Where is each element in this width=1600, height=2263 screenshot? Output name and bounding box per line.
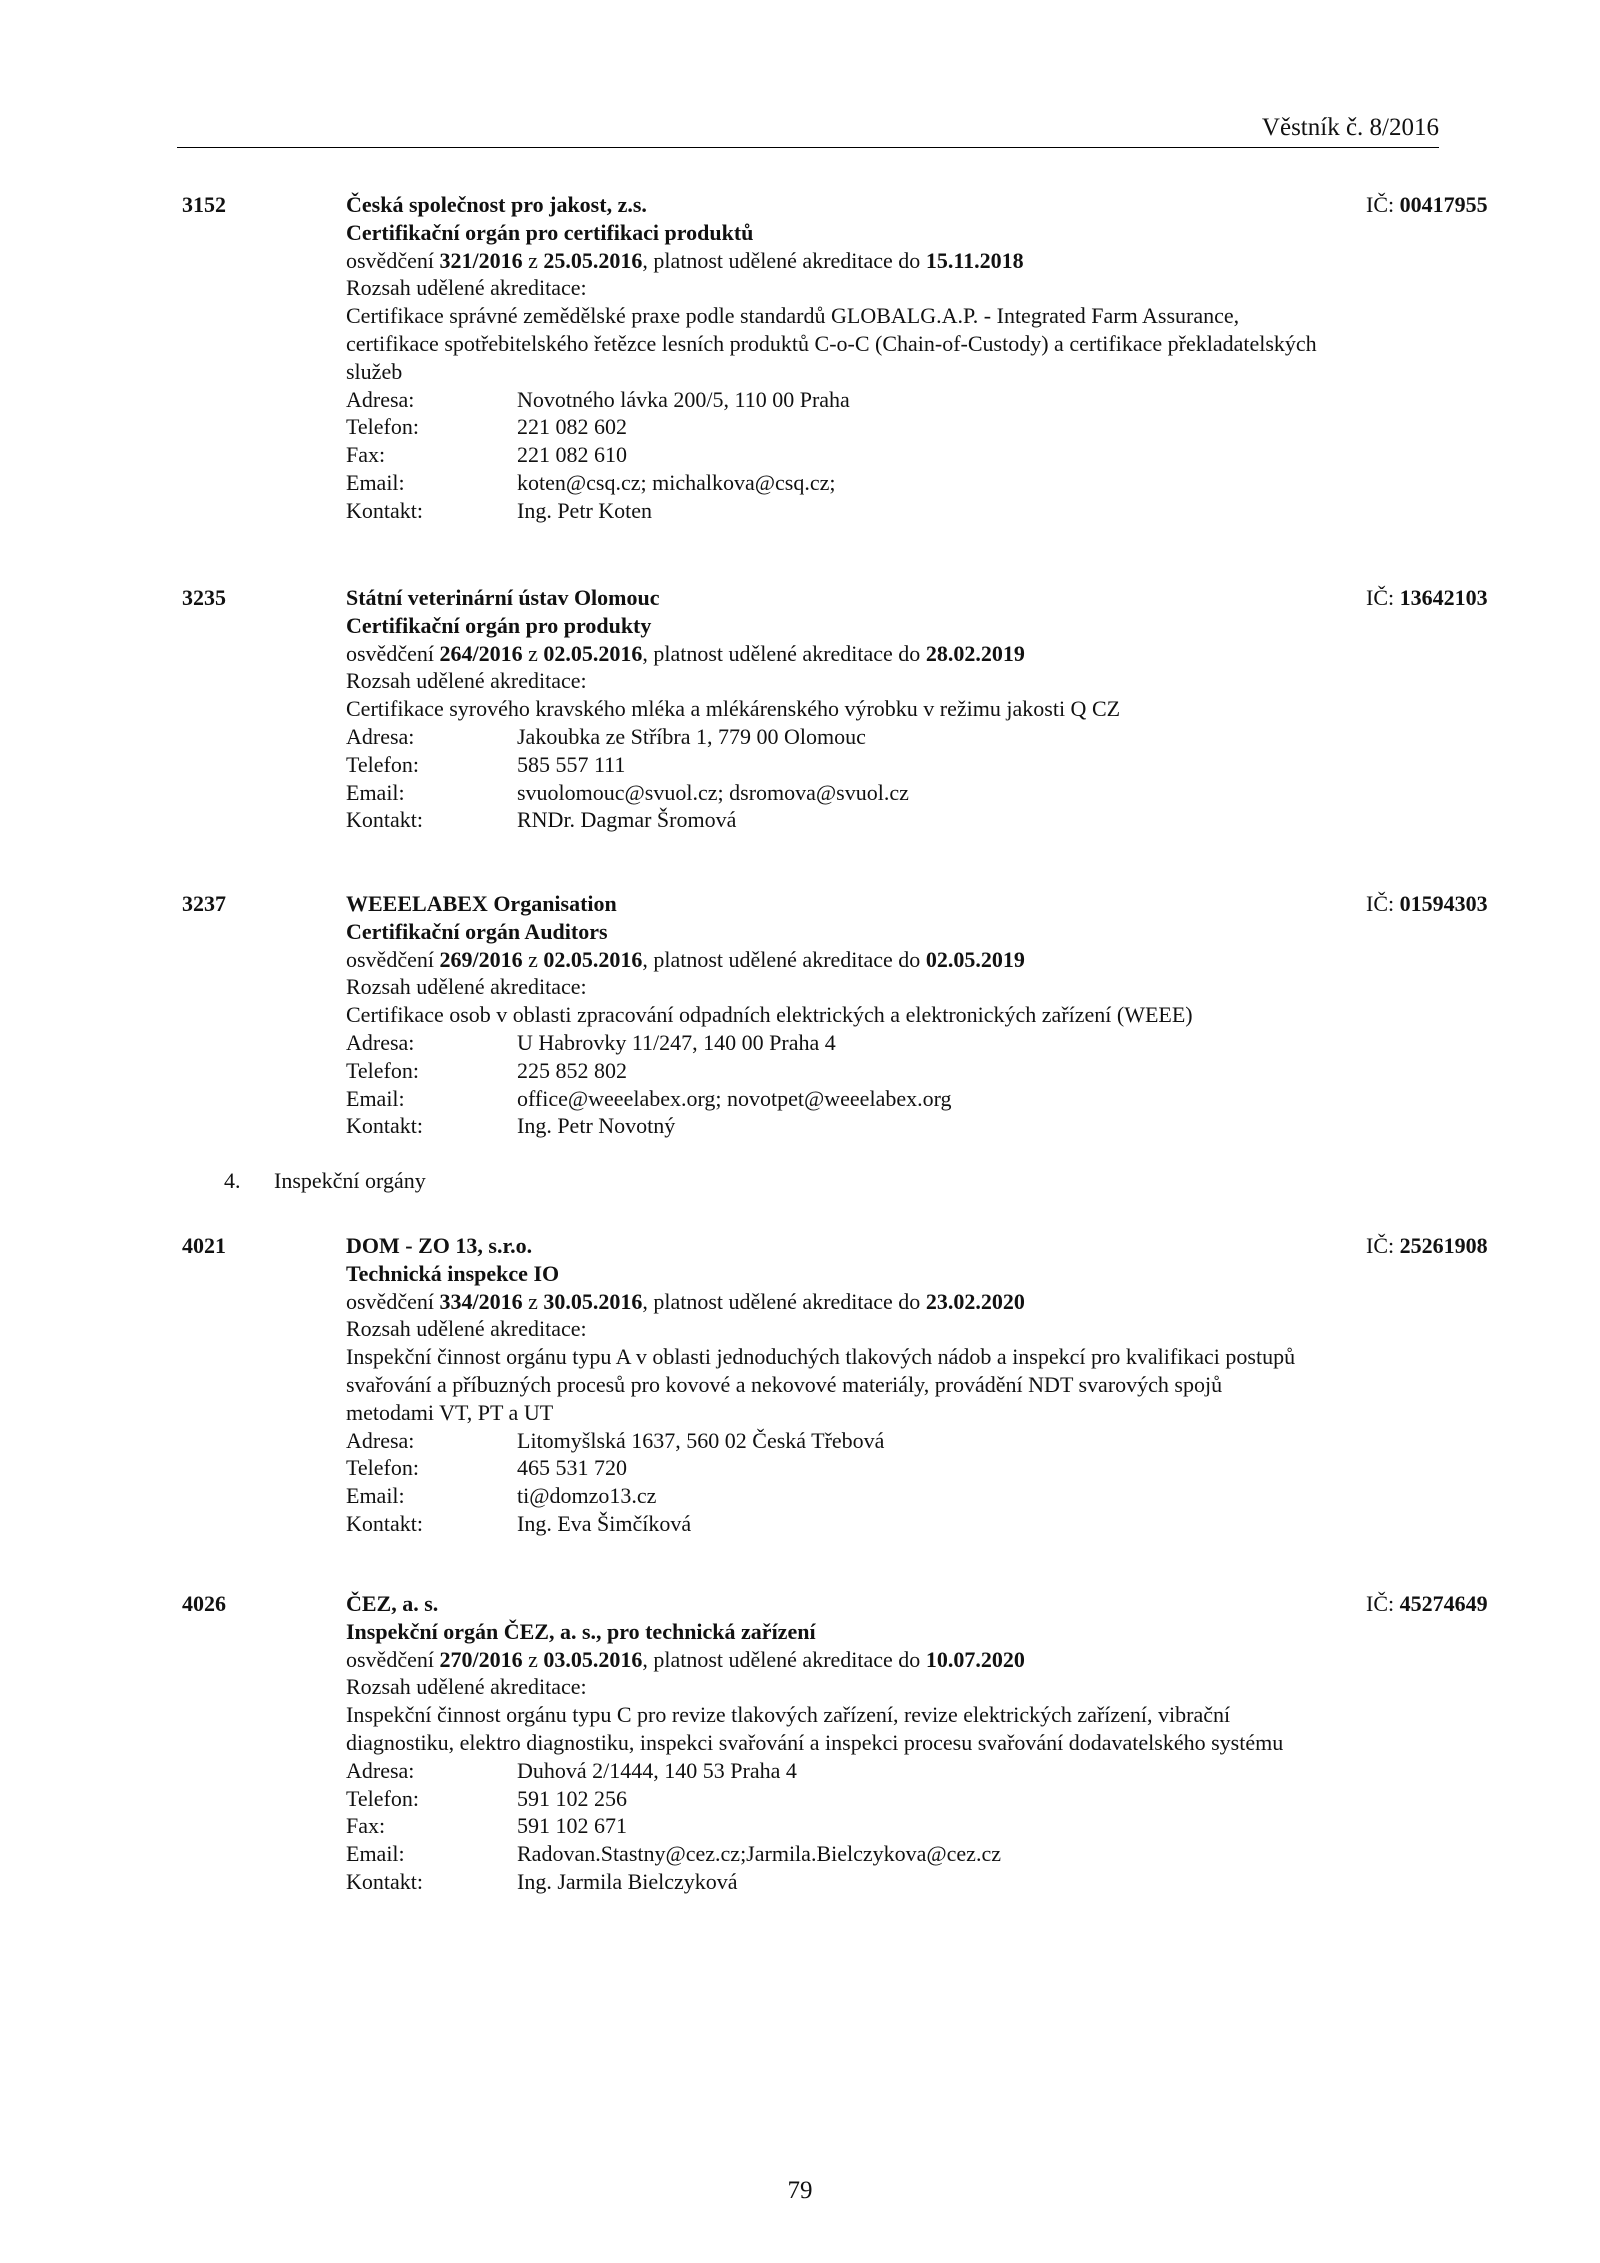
contact-value: Novotného lávka 200/5, 110 00 Praha: [517, 386, 850, 412]
certificate-prefix: osvědčení: [346, 1646, 440, 1672]
contact-row: [346, 1840, 1446, 1868]
contact-label: Kontakt:: [346, 807, 423, 833]
certificate-line: [346, 640, 1446, 668]
section-heading: [224, 1167, 426, 1195]
contact-row: [346, 1427, 1446, 1455]
contact-label: Telefon:: [346, 1455, 419, 1481]
contact-value: Litomyšlská 1637, 560 02 Česká Třebová: [517, 1427, 885, 1453]
contact-label: Adresa:: [346, 1427, 415, 1453]
contact-value: U Habrovky 11/247, 140 00 Praha 4: [517, 1029, 836, 1055]
contact-value: ti@domzo13.cz: [517, 1483, 657, 1509]
ic-label: IČ:: [1366, 891, 1400, 916]
validity-date: 02.05.2019: [925, 946, 1025, 972]
validity-date: 28.02.2019: [925, 640, 1025, 666]
contact-label: Email:: [346, 469, 405, 495]
contact-label: Kontakt:: [346, 1113, 423, 1139]
scope-label: Rozsah udělené akreditace:: [346, 668, 587, 694]
contact-label: Email:: [346, 1841, 405, 1867]
contact-label: Telefon:: [346, 1785, 419, 1811]
contact-row: [346, 413, 1446, 441]
contact-label: Fax:: [346, 442, 386, 468]
certificate-date: 30.05.2016: [543, 1288, 643, 1314]
contact-value: svuolomouc@svuol.cz; dsromova@svuol.cz: [517, 779, 909, 805]
contact-value: koten@csq.cz; michalkova@csq.cz;: [517, 469, 836, 495]
entry-number: 3152: [182, 192, 226, 217]
contact-label: Telefon:: [346, 1057, 419, 1083]
contact-value: 465 531 720: [517, 1455, 627, 1481]
contact-label: Adresa:: [346, 1029, 415, 1055]
entry-body: [346, 890, 1488, 1140]
certificate-z: z: [522, 1646, 544, 1672]
contact-label: Email:: [346, 1483, 405, 1509]
ic-value: 25261908: [1399, 1233, 1488, 1258]
validity-text: , platnost udělené akreditace do: [642, 1288, 926, 1314]
contact-row: [346, 779, 1446, 807]
certificate-line: [346, 1288, 1446, 1316]
certificate-number: 264/2016: [439, 640, 523, 666]
certificate-z: z: [522, 946, 544, 972]
entry-body: [346, 1590, 1488, 1896]
certificate-date: 03.05.2016: [543, 1646, 643, 1672]
contact-value: 221 082 610: [517, 442, 627, 468]
contact-label: Fax:: [346, 1813, 386, 1839]
contact-row: [346, 1785, 1446, 1813]
organization-name: ČEZ, a. s.: [346, 1591, 439, 1616]
contact-value: 585 557 111: [517, 751, 626, 777]
contact-row: [346, 1868, 1446, 1896]
certificate-line: [346, 946, 1446, 974]
ic-label: IČ:: [1366, 1233, 1400, 1258]
contact-value: RNDr. Dagmar Šromová: [517, 807, 737, 833]
certificate-prefix: osvědčení: [346, 946, 440, 972]
certificate-prefix: osvědčení: [346, 247, 440, 273]
ic-value: 45274649: [1399, 1591, 1488, 1616]
bulletin-title: Věstník č. 8/2016: [1261, 114, 1439, 141]
certificate-date: 02.05.2016: [543, 640, 643, 666]
ic-label: IČ:: [1366, 192, 1400, 217]
contact-row: [346, 1454, 1446, 1482]
contact-value: Jakoubka ze Stříbra 1, 779 00 Olomouc: [517, 723, 866, 749]
certificate-date: 02.05.2016: [543, 946, 643, 972]
validity-date: 15.11.2018: [925, 247, 1024, 273]
validity-text: , platnost udělené akreditace do: [642, 640, 926, 666]
scope-text: Inspekční činnost orgánu typu A v oblasti jednoduchých tlakových nádob a inspekcí pro kvalifikaci postupů: [346, 1344, 1296, 1370]
scope-text: služeb: [346, 358, 403, 384]
contact-row: [346, 1812, 1446, 1840]
contact-value: Ing. Jarmila Bielczyková: [517, 1868, 738, 1894]
certificate-date: 25.05.2016: [543, 247, 643, 273]
organization-name: Státní veterinární ústav Olomouc: [346, 585, 660, 610]
contact-label: Kontakt:: [346, 1510, 423, 1536]
certificate-number: 334/2016: [439, 1288, 523, 1314]
certificate-z: z: [522, 1288, 544, 1314]
contact-row: [346, 1482, 1446, 1510]
scope-text: Certifikace správné zemědělské praxe podle standardů GLOBALG.A.P. - Integrated Farm Assurance,: [346, 303, 1240, 329]
contact-row: [346, 806, 1446, 834]
entry-number: 3237: [182, 891, 226, 916]
contact-row: [346, 441, 1446, 469]
ic-number: [1366, 890, 1488, 917]
contact-row: [346, 386, 1446, 414]
contact-row: [346, 469, 1446, 497]
certificate-prefix: osvědčení: [346, 1288, 440, 1314]
ic-label: IČ:: [1366, 1591, 1400, 1616]
contact-value: Ing. Eva Šimčíková: [517, 1510, 692, 1536]
ic-value: 01594303: [1399, 891, 1488, 916]
ic-value: 00417955: [1399, 192, 1488, 217]
section-title: Inspekční orgány: [274, 1168, 426, 1193]
entry-body: [346, 584, 1488, 834]
certificate-line: [346, 247, 1446, 275]
contact-label: Adresa:: [346, 386, 415, 412]
contact-value: 221 082 602: [517, 414, 627, 440]
entry-number: 4026: [182, 1591, 226, 1616]
ic-value: 13642103: [1399, 585, 1488, 610]
certificate-z: z: [522, 247, 544, 273]
contact-row: [346, 497, 1446, 525]
certification-body-name: Inspekční orgán ČEZ, a. s., pro technická zařízení: [346, 1618, 816, 1644]
contact-row: [346, 1085, 1446, 1113]
contact-label: Adresa:: [346, 1757, 415, 1783]
contact-row: [346, 1057, 1446, 1085]
ic-label: IČ:: [1366, 585, 1400, 610]
contact-label: Telefon:: [346, 751, 419, 777]
scope-text: Certifikace syrového kravského mléka a mlékárenského výrobku v režimu jakosti Q CZ: [346, 696, 1121, 722]
validity-text: , platnost udělené akreditace do: [642, 1646, 926, 1672]
certificate-number: 321/2016: [439, 247, 523, 273]
organization-name: WEEELABEX Organisation: [346, 891, 617, 916]
contact-value: Duhová 2/1444, 140 53 Praha 4: [517, 1757, 797, 1783]
contact-label: Kontakt:: [346, 1868, 423, 1894]
organization-name: DOM - ZO 13, s.r.o.: [346, 1233, 533, 1258]
contact-value: 225 852 802: [517, 1057, 627, 1083]
entry-number: 3235: [182, 585, 226, 610]
contact-row: [346, 1029, 1446, 1057]
ic-number: [1366, 1590, 1488, 1617]
scope-label: Rozsah udělené akreditace:: [346, 1674, 587, 1700]
certification-body-name: Technická inspekce IO: [346, 1260, 560, 1286]
contact-value: office@weeelabex.org; novotpet@weeelabex.org: [517, 1085, 952, 1111]
certificate-line: [346, 1646, 1446, 1674]
certification-body-name: Certifikační orgán Auditors: [346, 918, 608, 944]
contact-label: Email:: [346, 779, 405, 805]
scope-text: certifikace spotřebitelského řetězce lesních produktů C-o-C (Chain-of-Custody) a certifikace překladatelských: [346, 330, 1317, 356]
scope-text: Inspekční činnost orgánu typu C pro revize tlakových zařízení, revize elektrických zařízení, vibrační: [346, 1702, 1231, 1728]
validity-text: , platnost udělené akreditace do: [642, 247, 926, 273]
page-number: 79: [787, 2177, 813, 2204]
contact-row: [346, 723, 1446, 751]
contact-label: Telefon:: [346, 414, 419, 440]
contact-label: Email:: [346, 1085, 405, 1111]
entry-number: 4021: [182, 1233, 226, 1258]
scope-label: Rozsah udělené akreditace:: [346, 974, 587, 1000]
certificate-number: 270/2016: [439, 1646, 523, 1672]
certificate-z: z: [522, 640, 544, 666]
contact-row: [346, 751, 1446, 779]
entry-body: [346, 191, 1488, 525]
validity-date: 10.07.2020: [925, 1646, 1025, 1672]
scope-label: Rozsah udělené akreditace:: [346, 275, 587, 301]
contact-label: Adresa:: [346, 723, 415, 749]
certificate-number: 269/2016: [439, 946, 523, 972]
ic-number: [1366, 584, 1488, 611]
entry-body: [346, 1232, 1488, 1538]
validity-text: , platnost udělené akreditace do: [642, 946, 926, 972]
contact-label: Kontakt:: [346, 497, 423, 523]
certification-body-name: Certifikační orgán pro produkty: [346, 612, 652, 638]
contact-row: [346, 1510, 1446, 1538]
contact-value: Ing. Petr Novotný: [517, 1113, 676, 1139]
scope-text: Certifikace osob v oblasti zpracování odpadních elektrických a elektronických zařízení (WEEE): [346, 1002, 1193, 1028]
scope-text: diagnostiku, elektro diagnostiku, inspekci svařování a inspekci procesu svařování dodavatelského systému: [346, 1729, 1284, 1755]
validity-date: 23.02.2020: [925, 1288, 1025, 1314]
contact-value: Radovan.Stastny@cez.cz;Jarmila.Bielczykova@cez.cz: [517, 1841, 1001, 1867]
page-header: [177, 112, 1439, 148]
contact-value: Ing. Petr Koten: [517, 497, 653, 523]
contact-value: 591 102 671: [517, 1813, 627, 1839]
ic-number: [1366, 1232, 1488, 1259]
scope-text: svařování a příbuzných procesů pro kovové a nekovové materiály, provádění NDT svarových spojů: [346, 1371, 1223, 1397]
contact-row: [346, 1757, 1446, 1785]
organization-name: Česká společnost pro jakost, z.s.: [346, 192, 647, 217]
contact-row: [346, 1112, 1446, 1140]
certificate-prefix: osvědčení: [346, 640, 440, 666]
ic-number: [1366, 191, 1488, 218]
section-number: 4.: [224, 1168, 241, 1193]
scope-label: Rozsah udělené akreditace:: [346, 1316, 587, 1342]
certification-body-name: Certifikační orgán pro certifikaci produktů: [346, 219, 754, 245]
contact-value: 591 102 256: [517, 1785, 627, 1811]
scope-text: metodami VT, PT a UT: [346, 1399, 554, 1425]
